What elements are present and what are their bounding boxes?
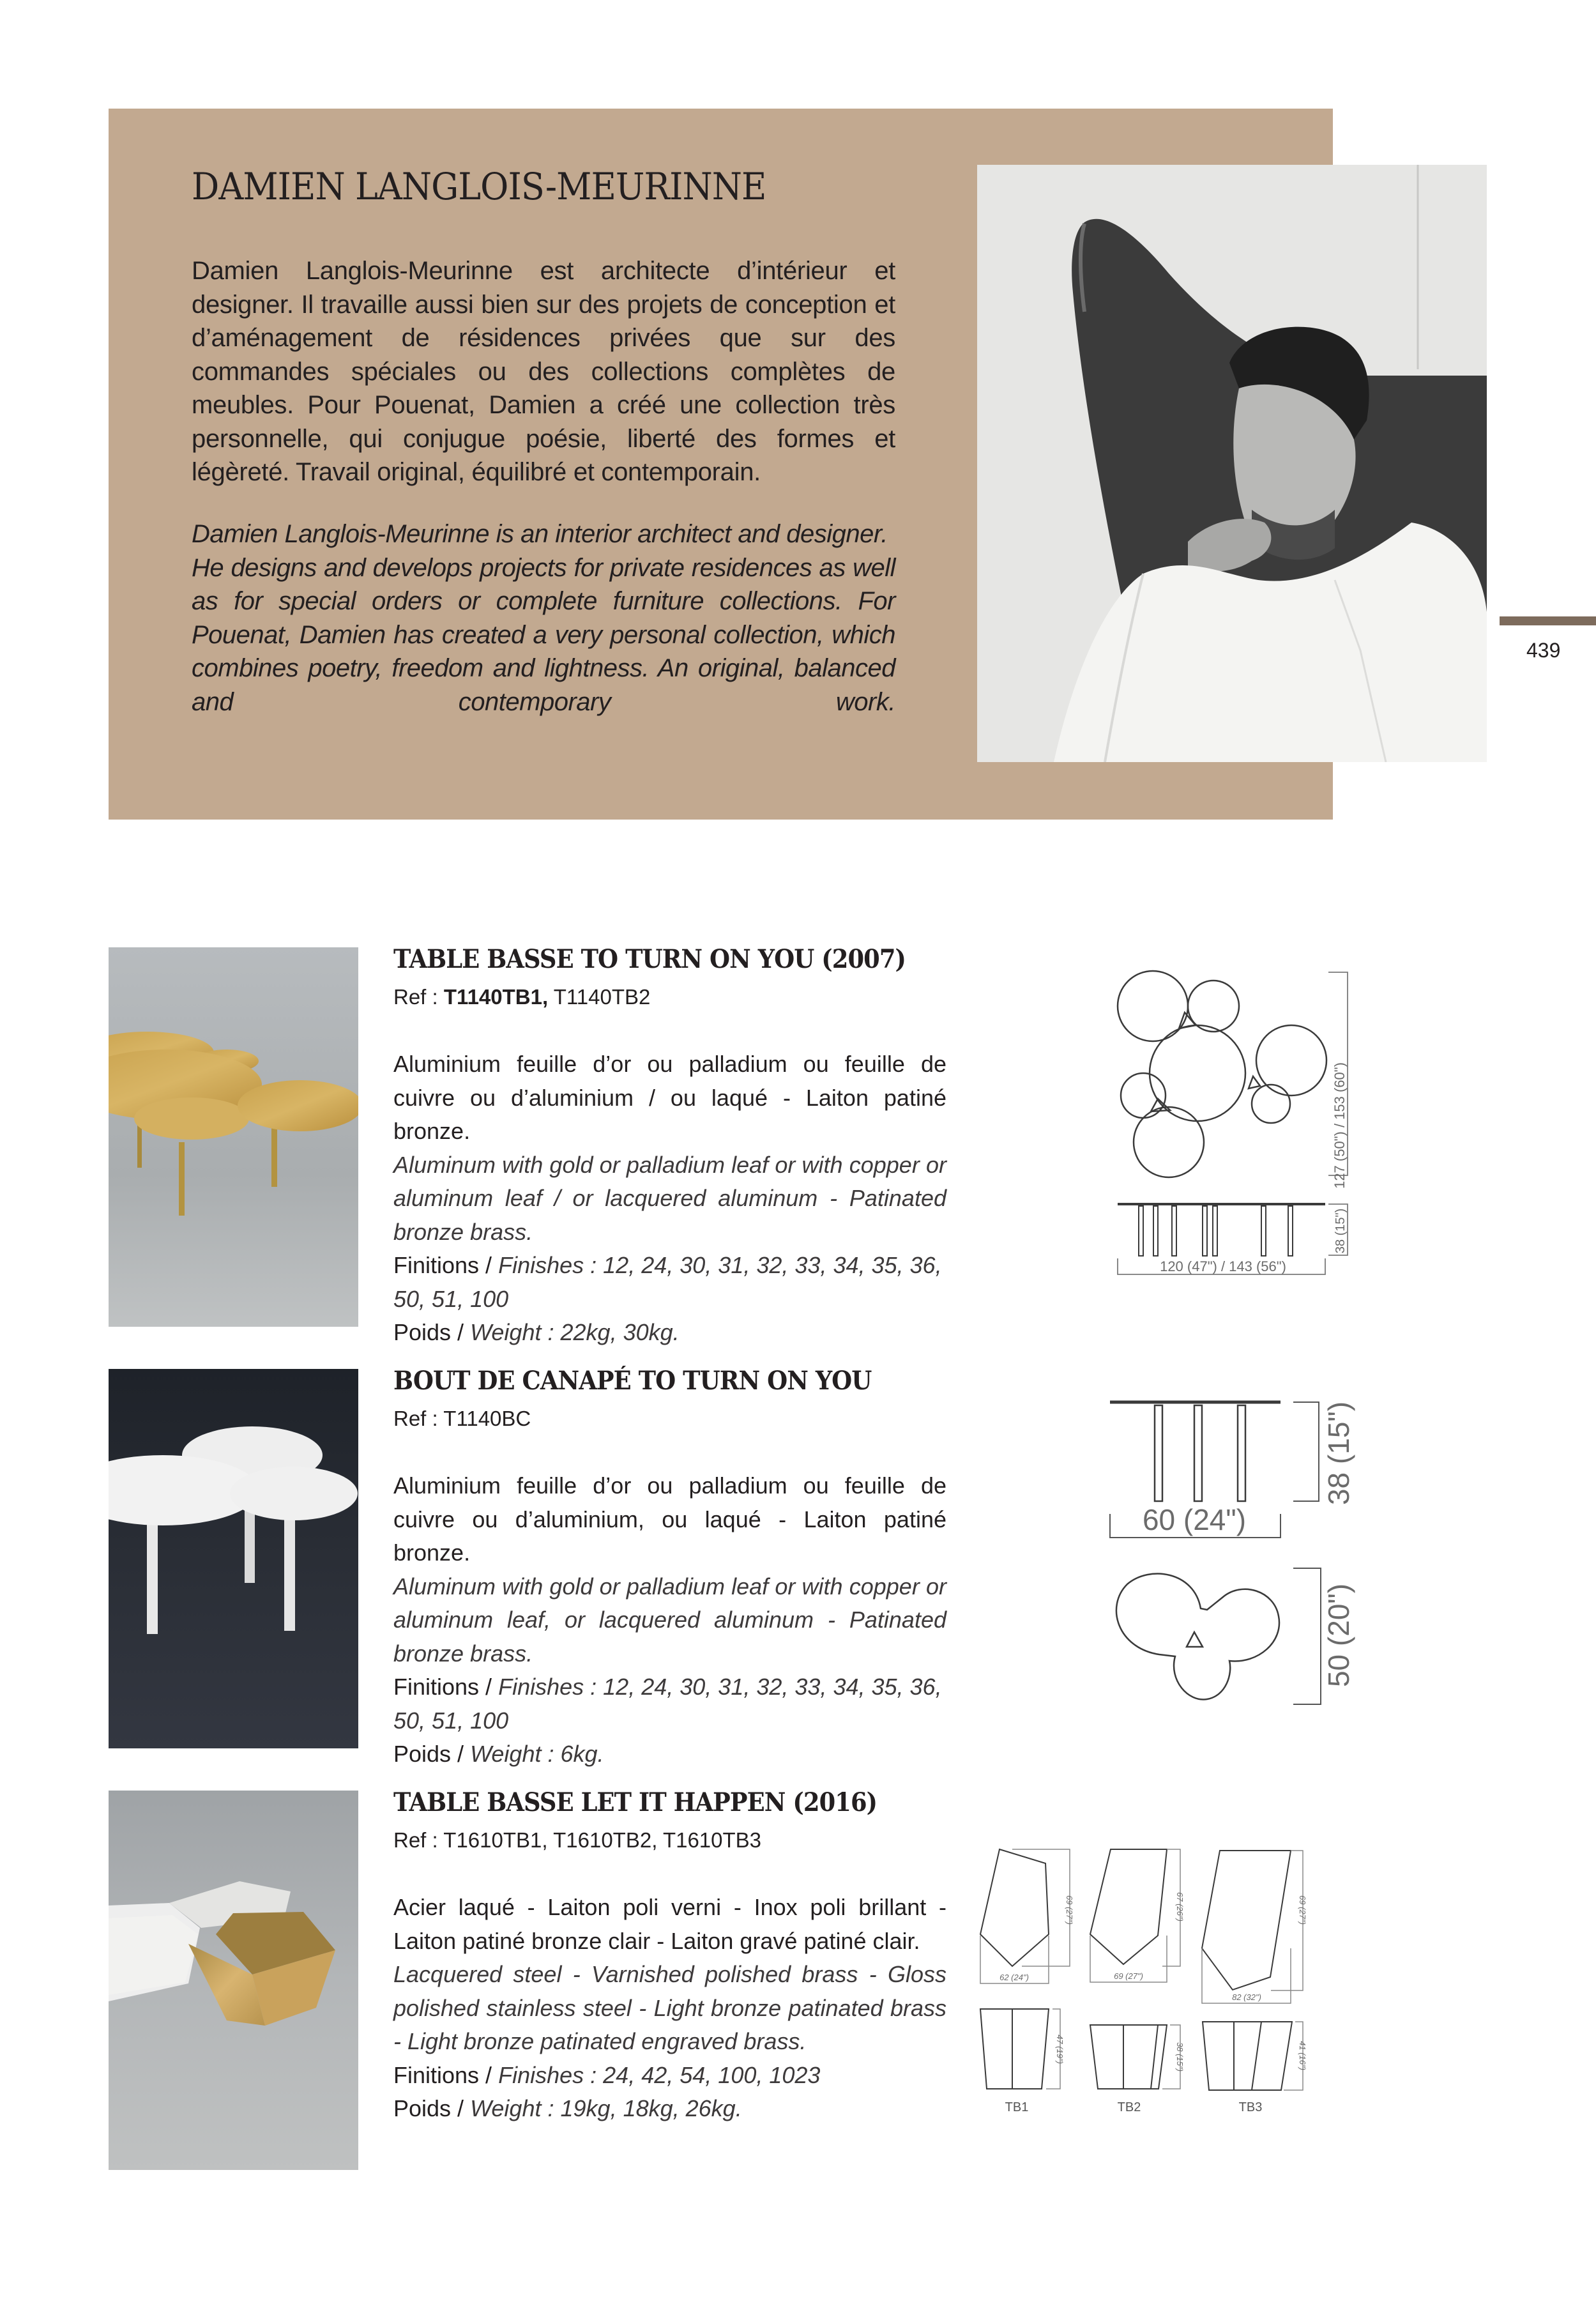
product-info-to-turn-on-you-side-table [393,1366,946,1771]
page-number: 439 [1526,639,1561,662]
tb3-elevation-height: 41 (16") [1298,2041,1307,2070]
product-ref [393,1828,946,1867]
product-description [393,1891,946,2126]
tb2-plan-height: 67 (26") [1175,1892,1185,1921]
weight-values: 6kg. [560,1741,604,1767]
designer-name-heading: DAMIEN LANGLOIS-MEURINNE [192,165,766,208]
weight-values: 22kg, 30kg. [560,1319,680,1345]
gold-table-illustration [109,947,358,1327]
finishes-label: Finitions / [393,1674,492,1700]
product-title: BOUT DE CANAPÉ TO TURN ON YOU [393,1366,872,1396]
technical-drawing-to-turn-on-you-side-table [1073,1373,1392,1731]
depth-dimension: 50 (20") [1322,1583,1355,1688]
ref-label: Ref : [393,1407,438,1430]
tb1-elevation-height: 47 (19") [1055,2035,1065,2064]
product-ref [393,1407,946,1445]
weight-label: Poids / [393,1741,464,1767]
finishes-values: 24, 42, 54, 100, 1023 [603,2061,821,2088]
finishes-values: 12, 24, 30, 31, 32, 33, 34, 35, 36, 50, 51, 100 [393,1674,942,1734]
product-title: TABLE BASSE LET IT HAPPEN (2016) [393,1787,878,1817]
product-description [393,1469,946,1771]
description-fr: Aluminium feuille d’or ou palladium ou feuille de cuivre ou d’aluminium, ou laqué - Laiton patiné bronze. [393,1472,946,1566]
bio-paragraph-en-line2: He designs and develops projects for private residences as well as for special orders or complete furniture collections. For Pouenat, Damien has created a very personal collection, which combines poetry, freedom and lightness. An original, balanced and contemporary work. [192,553,895,716]
product-photo-to-turn-on-you-side-table [109,1369,358,1748]
ref-secondary: T1140TB2 [553,985,651,1009]
weight-line [393,2092,946,2126]
portrait-illustration [977,165,1487,762]
pentagon-tables-illustration [109,1791,358,2170]
product-ref [393,985,946,1023]
leg-height-dimension: 38 (15") [1334,1208,1348,1254]
width-dimension: 60 (24") [1142,1503,1247,1536]
ref-value: T1610TB1, T1610TB2, T1610TB3 [443,1828,762,1852]
description-fr: Acier laqué - Laiton poli verni - Inox poli brillant - Laiton patiné bronze clair - Laiton gravé patiné clair. [393,1894,946,1954]
description-en: Aluminum with gold or palladium leaf or with copper or aluminum leaf, or lacquered aluminum - Patinated bronze brass. [393,1573,946,1667]
tb1-label: TB1 [1005,2100,1029,2114]
height-dimension: 127 (50") / 153 (60") [1332,1062,1348,1189]
technical-drawing-to-turn-on-you-table [1054,952,1373,1316]
finishes-line [393,2059,946,2093]
weight-line [393,1316,946,1350]
tb1-plan-height: 69 (27") [1065,1895,1074,1925]
finishes-label: Finitions / [393,2061,492,2088]
finishes-line [393,1670,946,1738]
bio-paragraph-en-line1: Damien Langlois-Meurinne is an interior architect and designer. [192,520,888,548]
weight-label: Poids / [393,2095,464,2121]
product-photo-to-turn-on-you-table [109,947,358,1327]
tb1-plan-width: 62 (24") [999,1973,1029,1982]
designer-portrait-photo [977,165,1487,762]
ref-label: Ref : [393,1828,438,1852]
finishes-values: 12, 24, 30, 31, 32, 33, 34, 35, 36, 50, 51, 100 [393,1252,942,1312]
description-en: Aluminum with gold or palladium leaf or with copper or aluminum leaf / or lacquered aluminum - Patinated bronze brass. [393,1151,946,1245]
white-side-table-illustration [109,1369,358,1748]
finishes-label: Finitions / [393,1252,492,1278]
technical-drawing-let-it-happen-table [971,1827,1482,2121]
bio-text-english [192,517,895,719]
finishes-label-en: Finishes : [498,1674,597,1700]
height-dimension: 38 (15") [1322,1401,1355,1506]
description-fr: Aluminium feuille d’or ou palladium ou feuille de cuivre ou d’aluminium / ou laqué - Laiton patiné bronze. [393,1051,946,1144]
product-title: TABLE BASSE TO TURN ON YOU (2007) [393,944,906,974]
weight-label-en: Weight : [470,2095,554,2121]
tb2-label: TB2 [1117,2100,1141,2114]
weight-label-en: Weight : [470,1741,554,1767]
weight-values: 19kg, 18kg, 26kg. [560,2095,742,2121]
tb2-elevation-height: 38 (15") [1175,2042,1185,2072]
tb2-plan-width: 69 (27") [1114,1971,1143,1981]
bio-text-french [192,254,895,489]
finishes-label-en: Finishes : [498,2061,597,2088]
product-info-let-it-happen-table [393,1787,946,2126]
weight-label: Poids / [393,1319,464,1345]
weight-label-en: Weight : [470,1319,554,1345]
tb3-plan-height: 69 (27") [1298,1895,1307,1925]
ref-label: Ref : [393,985,438,1009]
product-photo-let-it-happen-table [109,1791,358,2170]
tb3-plan-width: 82 (32") [1232,1992,1261,2002]
page-number-bar [1500,616,1596,625]
product-description [393,1048,946,1350]
bio-paragraph-fr: Damien Langlois-Meurinne est architecte d’intérieur et designer. Il travaille aussi bien sur des projets de conception et d’aménagement de résidences privées que sur des commandes spéciales ou des collections complètes de meubles. Pour Pouenat, Damien a créé une collection très personnelle, qui conjugue poésie, liberté des formes et légèreté. Travail original, équilibré et contemporain. [192,257,895,486]
product-info-to-turn-on-you-table [393,944,946,1350]
ref-primary: T1140TB1, [443,985,549,1009]
weight-line [393,1738,946,1771]
width-dimension: 120 (47") / 143 (56") [1160,1258,1286,1274]
tb3-label: TB3 [1238,2100,1263,2114]
finishes-line [393,1249,946,1316]
finishes-label-en: Finishes : [498,1252,597,1278]
description-en: Lacquered steel - Varnished polished brass - Gloss polished stainless steel - Light bronze patinated brass - Light bronze patinated engraved brass. [393,1961,946,2054]
ref-value: T1140BC [443,1407,531,1430]
